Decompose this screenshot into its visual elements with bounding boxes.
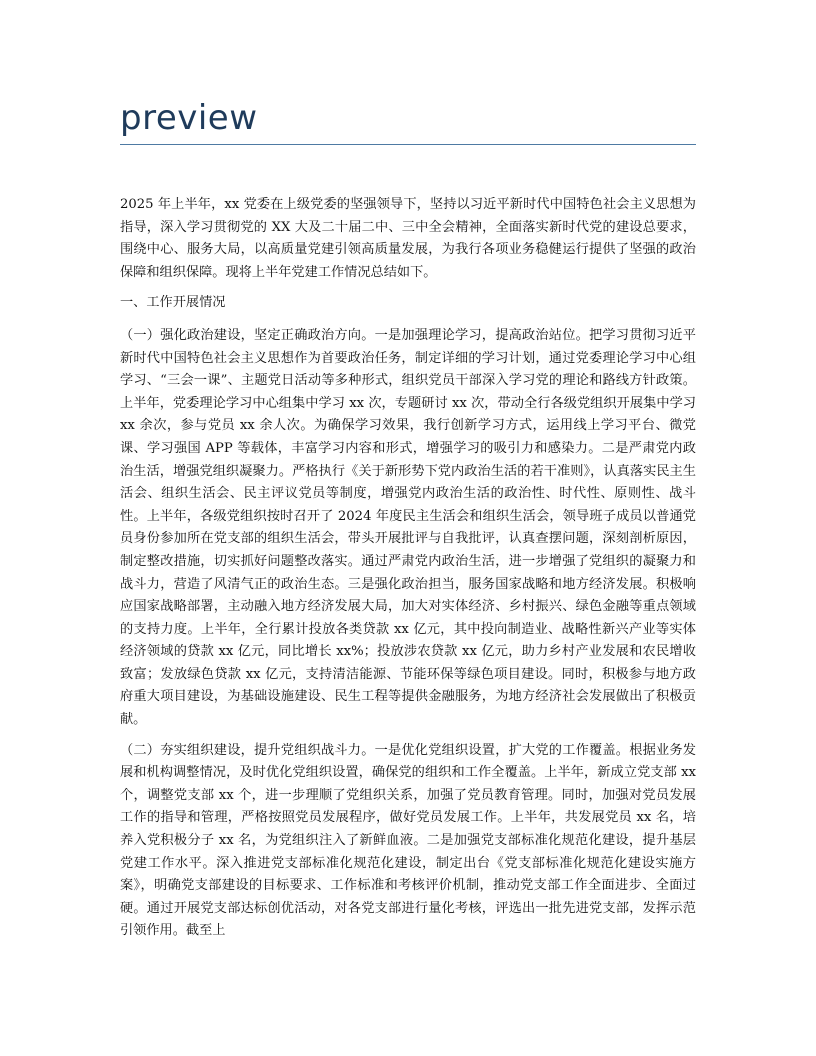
title-divider	[120, 144, 696, 145]
section-heading: 一、工作开展情况	[120, 295, 226, 311]
section-paragraph-1: （一）强化政治建设，坚定正确政治方向。一是加强理论学习，提高政治站位。把学习贯彻习近平新时代中国特色社会主义思想作为首要政治任务，制定详细的学习计划，通过党委理论学习中心组学习、“三会一课”、主题党日活动等多种形式，组织党员干部深入学习党的理论和路线方针政策。上半年，党委理论学习中心组集中学习 xx 次，专题研讨 xx 次，带动全行各级党组织开展集中学习 xx 余次，参与党员 xx 余人次。为确保学习效果，我行创新学习方式，运用线上学习平台、微党课、学习强国 APP 等载体，丰富学习内容和形式，增强学习的吸引力和感染力。二是严肃党内政治生活，增强党组织凝聚力。严格执行《关于新形势下党内政治生活的若干准则》，认真落实民主生活会、组织生活会、民主评议党员等制度，增强党内政治生活的政治性、时代性、原则性、战斗性。上半年，各级党组织按时召开了 2024 年度民主生活会和组织生活会，领导班子成员以普通党员身份参加所在党支部的组织生活会，带头开展批评与自我批评，认真查摆问题，深刻剖析原因，制定整改措施，切实抓好问题整改落实。通过严肃党内政治生活，进一步增强了党组织的凝聚力和战斗力，营造了风清气正的政治生态。三是强化政治担当，服务国家战略和地方经济发展。积极响应国家战略部署，主动融入地方经济发展大局，加大对实体经济、乡村振兴、绿色金融等重点领域的支持力度。上半年，全行累计投放各类贷款 xx 亿元，其中投向制造业、战略性新兴产业等实体经济领域的贷款 xx 亿元，同比增长 xx%；投放涉农贷款 xx 亿元，助力乡村产业发展和农民增收致富；发放绿色贷款 xx 亿元，支持清洁能源、节能环保等绿色项目建设。同时，积极参与地方政府重大项目建设，为基础设施建设、民生工程等提供金融服务，为地方经济社会发展做出了积极贡献。	[120, 327, 696, 728]
section-paragraph-2: （二）夯实组织建设，提升党组织战斗力。一是优化党组织设置，扩大党的工作覆盖。根据业务发展和机构调整情况，及时优化党组织设置，确保党的组织和工作全覆盖。上半年，新成立党支部 xx 个，调整党支部 xx 个，进一步理顺了党组织关系，加强了党员教育管理。同时，加强对党员发展工作的指导和管理，严格按照党员发展程序，做好党员发展工作。上半年，共发展党员 xx 名，培养入党积极分子 xx 名，为党组织注入了新鲜血液。二是加强党支部标准化规范化建设，提升基层党建工作水平。深入推进党支部标准化规范化建设，制定出台《党支部标准化规范化建设实施方案》，明确党支部建设的目标要求、工作标准和考核评价机制，推动党支部工作全面进步、全面过硬。通过开展党支部达标创优活动，对各党支部进行量化考核，评选出一批先进党支部，发挥示范引领作用。截至上	[120, 742, 696, 939]
document-body	[120, 194, 696, 951]
intro-paragraph: 2025 年上半年，xx 党委在上级党委的坚强领导下，坚持以习近平新时代中国特色社会主义思想为指导，深入学习贯彻党的 XX 大及二十届二中、三中全会精神，全面落实新时代党的建设总要求，围绕中心、服务大局，以高质量党建引领高质量发展，为我行各项业务稳健运行提供了坚强的政治保障和组织保障。现将上半年党建工作情况总结如下。	[120, 197, 696, 280]
page-title: preview	[120, 98, 258, 138]
